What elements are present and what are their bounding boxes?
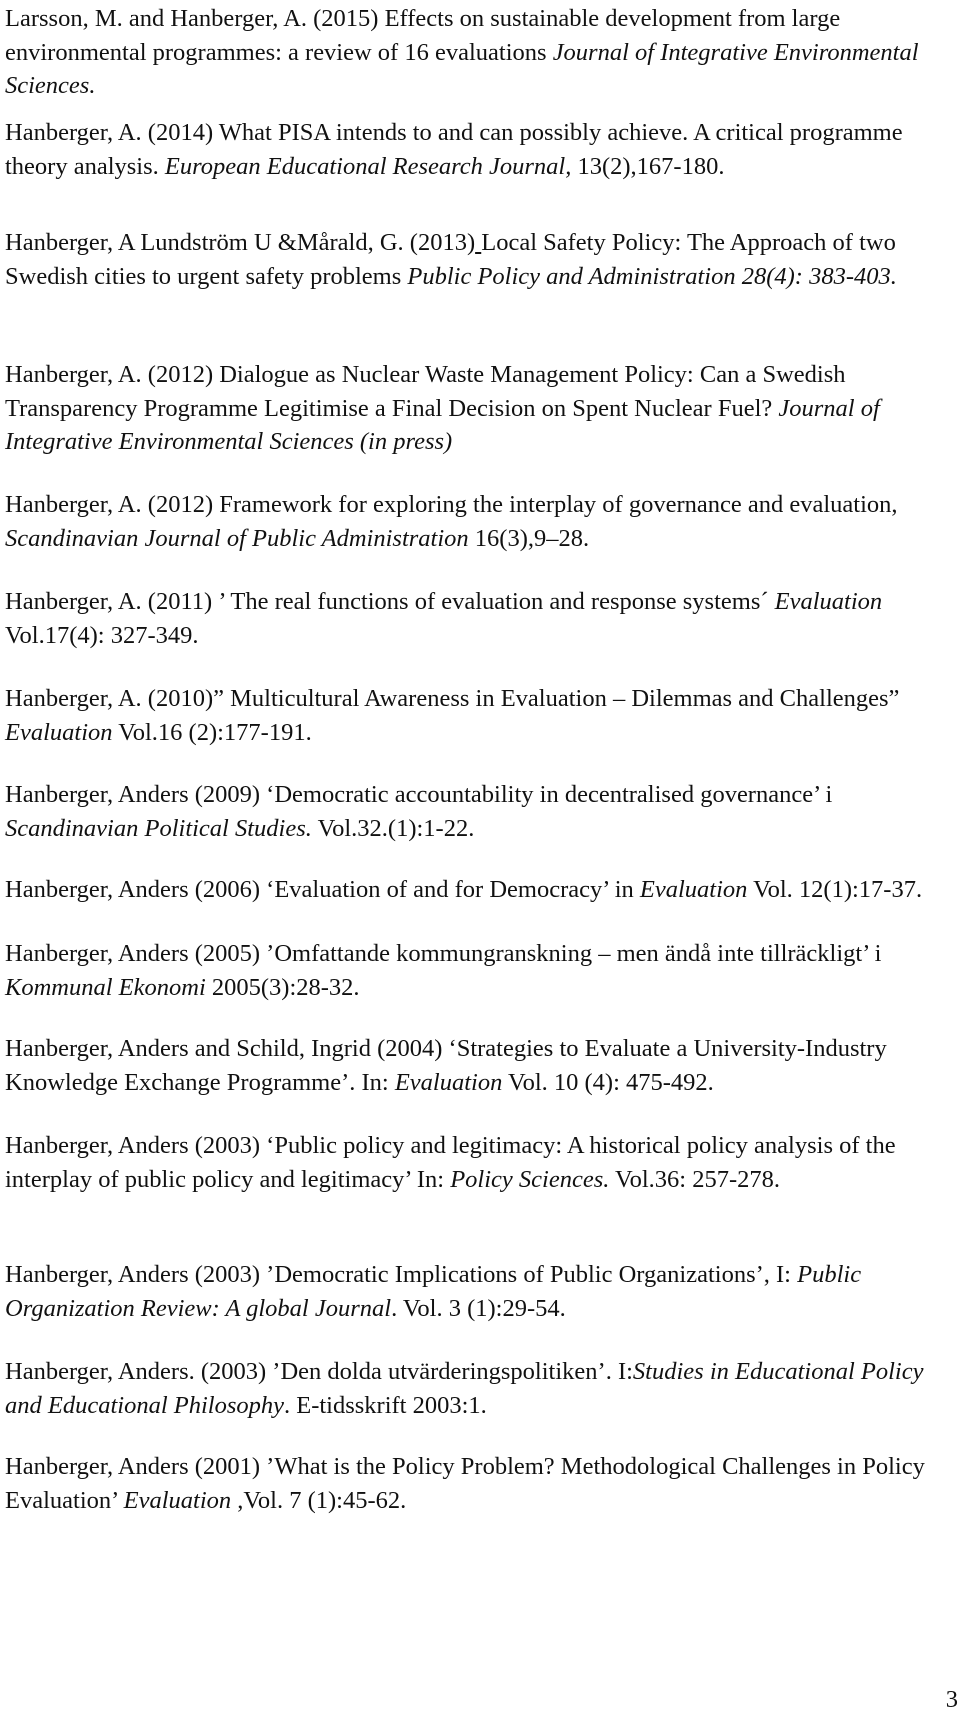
reference-entry xyxy=(5,1355,955,1422)
reference-text: Hanberger, Anders. (2003) ’Den dolda utvärderingspolitiken’. I: xyxy=(5,1358,633,1385)
reference-entry xyxy=(5,226,955,293)
reference-text: Hanberger, Anders (2003) ‘Public policy and legitimacy: A historical policy analysis of the interplay of public policy and legitimacy’ In: xyxy=(5,1132,902,1193)
reference-entry xyxy=(5,937,955,1004)
reference-text: 16(3),9–28. xyxy=(468,524,590,552)
reference-source-italic: Public Organization Review: A global Journal xyxy=(5,1261,868,1322)
reference-entry xyxy=(5,358,955,459)
reference-source-italic: Journal of Integrative Environmental Sciences. xyxy=(5,38,925,99)
reference-entry xyxy=(5,1258,955,1325)
reference-text: Hanberger, A. (2012) Framework for exploring the interplay of governance and evaluation, xyxy=(5,491,904,518)
reference-text: Vol.32.(1):1-22. xyxy=(311,814,475,842)
reference-entry xyxy=(5,488,955,555)
reference-source-italic: European Educational Research Journal, xyxy=(164,152,572,180)
reference-text: Vol.16 (2):177-191. xyxy=(112,718,312,746)
reference-text: Hanberger, Anders (2001) ’What is the Policy Problem? Methodological Challenges in Policy Evaluation’ xyxy=(5,1453,931,1514)
reference-text: 2005(3):28-32. xyxy=(205,973,360,1001)
reference-source-italic: Studies in Educational Policy and Educational Philosophy xyxy=(5,1358,930,1419)
reference-source-italic: Evaluation xyxy=(123,1486,232,1514)
reference-source-italic: Evaluation xyxy=(394,1068,503,1096)
reference-text: Hanberger, Anders and Schild, Ingrid (2004) ‘Strategies to Evaluate a University-Industry Knowledge Exchange Programme’. In: xyxy=(5,1035,893,1096)
reference-text: Hanberger, A. (2014) What PISA intends to and can possibly achieve. A critical programme theory analysis. xyxy=(5,119,909,180)
reference-text: 13(2),167-180. xyxy=(571,152,725,180)
reference-entry xyxy=(5,1450,955,1517)
reference-text: Hanberger, Anders (2009) ‘Democratic accountability in decentralised governance’ i xyxy=(5,781,839,808)
reference-text: Hanberger, Anders (2006) ‘Evaluation of and for Democracy’ in xyxy=(5,876,640,903)
reference-text: ,Vol. 7 (1):45-62. xyxy=(231,1486,407,1514)
reference-text: Hanberger, A Lundström U &Mårald, G. (2013) xyxy=(5,229,476,256)
reference-entry xyxy=(5,682,955,749)
reference-entry xyxy=(5,873,955,907)
reference-entry xyxy=(5,1032,955,1099)
reference-text: Hanberger, Anders (2003) ’Democratic Implications of Public Organizations’, I: xyxy=(5,1261,798,1288)
reference-text: Vol. 12(1):17-37. xyxy=(747,876,923,903)
reference-text: Hanberger, A. (2011) ’ The real functions of evaluation and response systems´ xyxy=(5,588,775,615)
reference-source-italic: Evaluation xyxy=(5,718,113,746)
page-number: 3 xyxy=(945,1686,958,1713)
reference-text: Hanberger, A. (2010)” Multicultural Awareness in Evaluation – Dilemmas and Challenges” xyxy=(5,685,906,712)
reference-entry xyxy=(5,585,955,652)
reference-source-italic: Policy Sciences. xyxy=(450,1165,610,1193)
reference-entry xyxy=(5,2,955,103)
reference-source-italic: Public Policy and Administration 28(4): 383-403. xyxy=(407,262,897,290)
reference-source-italic: Scandinavian Journal of Public Administration xyxy=(5,524,469,552)
reference-text: . Vol. 3 (1):29-54. xyxy=(391,1294,566,1322)
reference-source-italic: Evaluation xyxy=(774,588,883,615)
reference-text: Vol. 10 (4): 475-492. xyxy=(502,1068,714,1096)
reference-entry xyxy=(5,116,955,183)
reference-source-italic: Journal of Integrative Environmental Sciences (in press) xyxy=(5,394,886,455)
reference-text: Larsson, M. and Hanberger, A. (2015) Effects on sustainable development from large environmental programmes: a review of 16 evaluations xyxy=(5,5,847,66)
reference-entry xyxy=(5,778,955,845)
reference-text: Hanberger, A. (2012) Dialogue as Nuclear Waste Management Policy: Can a Swedish Transparency Programme Legitimise a Final Decision on Spent Nuclear Fuel? xyxy=(5,361,852,422)
reference-source-italic: Evaluation xyxy=(639,876,748,903)
reference-text: Vol.17(4): 327-349. xyxy=(5,588,888,649)
reference-text: Vol.36: 257-278. xyxy=(609,1165,780,1193)
reference-source-italic: Kommunal Ekonomi xyxy=(5,973,206,1001)
reference-text: Local Safety Policy: The Approach of two Swedish cities to urgent safety problems xyxy=(5,229,902,290)
reference-source-italic: Scandinavian Political Studies. xyxy=(5,814,312,842)
reference-text: . E-tidsskrift 2003:1. xyxy=(284,1391,487,1419)
reference-text: Hanberger, Anders (2005) ’Omfattande kommungranskning – men ändå inte tillräckligt’ i xyxy=(5,940,888,967)
reference-entry xyxy=(5,1129,955,1196)
